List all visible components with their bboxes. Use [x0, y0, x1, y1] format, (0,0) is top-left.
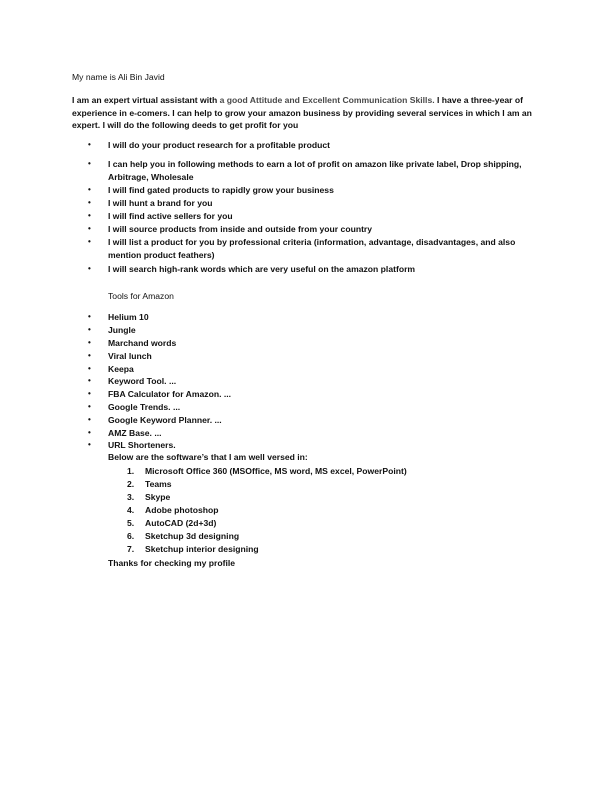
service-item	[88, 158, 548, 183]
bullet-icon: •	[88, 325, 91, 334]
bullet-icon: •	[88, 338, 91, 347]
software-label: Microsoft Office 360 (MSOffice, MS word, MS excel, PowerPoint)	[145, 466, 407, 476]
software-label: Skype	[145, 492, 171, 502]
tool-text: Google Keyword Planner. ...	[108, 415, 222, 425]
bullet-icon: •	[88, 376, 91, 385]
bullet-icon: •	[88, 440, 91, 449]
item-number: 5.	[127, 518, 135, 528]
tool-item	[88, 388, 231, 401]
tool-text: FBA Calculator for Amazon. ...	[108, 389, 232, 399]
bullet-icon: •	[88, 237, 91, 246]
service-item	[88, 197, 548, 210]
item-number: 7.	[127, 544, 135, 554]
tool-text: AMZ Base. ...	[108, 428, 162, 438]
tool-item	[88, 337, 176, 350]
software-item	[127, 517, 216, 530]
intro-paragraph	[72, 94, 542, 132]
tool-text: URL Shorteners.	[108, 440, 176, 450]
intro-highlight: a good Attitude and Excellent Communication Skills.	[219, 95, 435, 105]
bullet-icon: •	[88, 198, 91, 207]
bullet-icon: •	[88, 140, 91, 149]
software-item	[127, 530, 239, 543]
service-text: I will do your product research for a profitable product	[108, 140, 331, 150]
tool-text: Google Trends. ...	[108, 402, 181, 412]
service-text: I will hunt a brand for you	[108, 198, 213, 208]
software-label: Teams	[145, 479, 172, 489]
bullet-icon: •	[88, 364, 91, 373]
service-text: I will search high-rank words which are very useful on the amazon platform	[108, 264, 416, 274]
closing-line: Thanks for checking my profile	[108, 558, 236, 568]
service-text: I will source products from inside and outside from your country	[108, 224, 373, 234]
service-item	[88, 184, 548, 197]
software-item	[127, 478, 172, 491]
service-item	[88, 210, 548, 223]
intro-text-part2: I have a three-year of experience in e-comers. I can help to grow your amazon business by providing several services in which I am an expert. I will do the following deeds to get profit for you	[72, 95, 532, 131]
item-number: 2.	[127, 479, 135, 489]
tool-text: Helium 10	[108, 312, 149, 322]
service-text: I can help you in following methods to earn a lot of profit on amazon like private label, Drop shipping, Arbitrage, Wholesale	[108, 159, 522, 182]
tool-text: Jungle	[108, 325, 136, 335]
service-text: I will find gated products to rapidly grow your business	[108, 185, 334, 195]
bullet-icon: •	[88, 402, 91, 411]
name-line: My name is Ali Bin Javid	[72, 72, 165, 82]
bullet-icon: •	[88, 224, 91, 233]
tool-item	[88, 324, 136, 337]
software-label: Sketchup interior designing	[145, 544, 259, 554]
software-item	[127, 491, 170, 504]
tool-item	[88, 363, 134, 376]
software-label: Sketchup 3d designing	[145, 531, 240, 541]
intro-text-part1: I am an expert virtual assistant with	[72, 95, 220, 105]
item-number: 3.	[127, 492, 135, 502]
tool-item	[88, 414, 222, 427]
tool-text: Marchand words	[108, 338, 177, 348]
software-label: AutoCAD (2d+3d)	[145, 518, 217, 528]
tool-text: Viral lunch	[108, 351, 152, 361]
tool-item	[88, 427, 161, 440]
tools-heading: Tools for Amazon	[108, 291, 174, 301]
service-item	[88, 139, 548, 152]
software-item	[127, 543, 259, 556]
bullet-icon: •	[88, 264, 91, 273]
bullet-icon: •	[88, 312, 91, 321]
tool-text: Keyword Tool. ...	[108, 376, 177, 386]
software-label: Adobe photoshop	[145, 505, 219, 515]
software-intro: Below are the software’s that I am well versed in:	[108, 452, 308, 462]
bullet-icon: •	[88, 415, 91, 424]
tool-text: Keepa	[108, 364, 134, 374]
bullet-icon: •	[88, 185, 91, 194]
bullet-icon: •	[88, 211, 91, 220]
service-text: I will list a product for you by professional criteria (information, advantage, disadvantages, and also mention product feathers)	[108, 237, 516, 260]
tool-item	[88, 311, 149, 324]
item-number: 6.	[127, 531, 135, 541]
item-number: 1.	[127, 466, 135, 476]
service-text: I will find active sellers for you	[108, 211, 233, 221]
bullet-icon: •	[88, 351, 91, 360]
item-number: 4.	[127, 505, 135, 515]
software-item	[127, 465, 407, 478]
service-item	[88, 263, 548, 276]
service-item	[88, 223, 548, 236]
software-item	[127, 504, 219, 517]
bullet-icon: •	[88, 428, 91, 437]
tool-item	[88, 401, 180, 414]
bullet-icon: •	[88, 159, 91, 168]
bullet-icon: •	[88, 389, 91, 398]
tool-item	[88, 439, 176, 452]
service-item	[88, 236, 548, 261]
tool-item	[88, 375, 176, 388]
tool-item	[88, 350, 152, 363]
